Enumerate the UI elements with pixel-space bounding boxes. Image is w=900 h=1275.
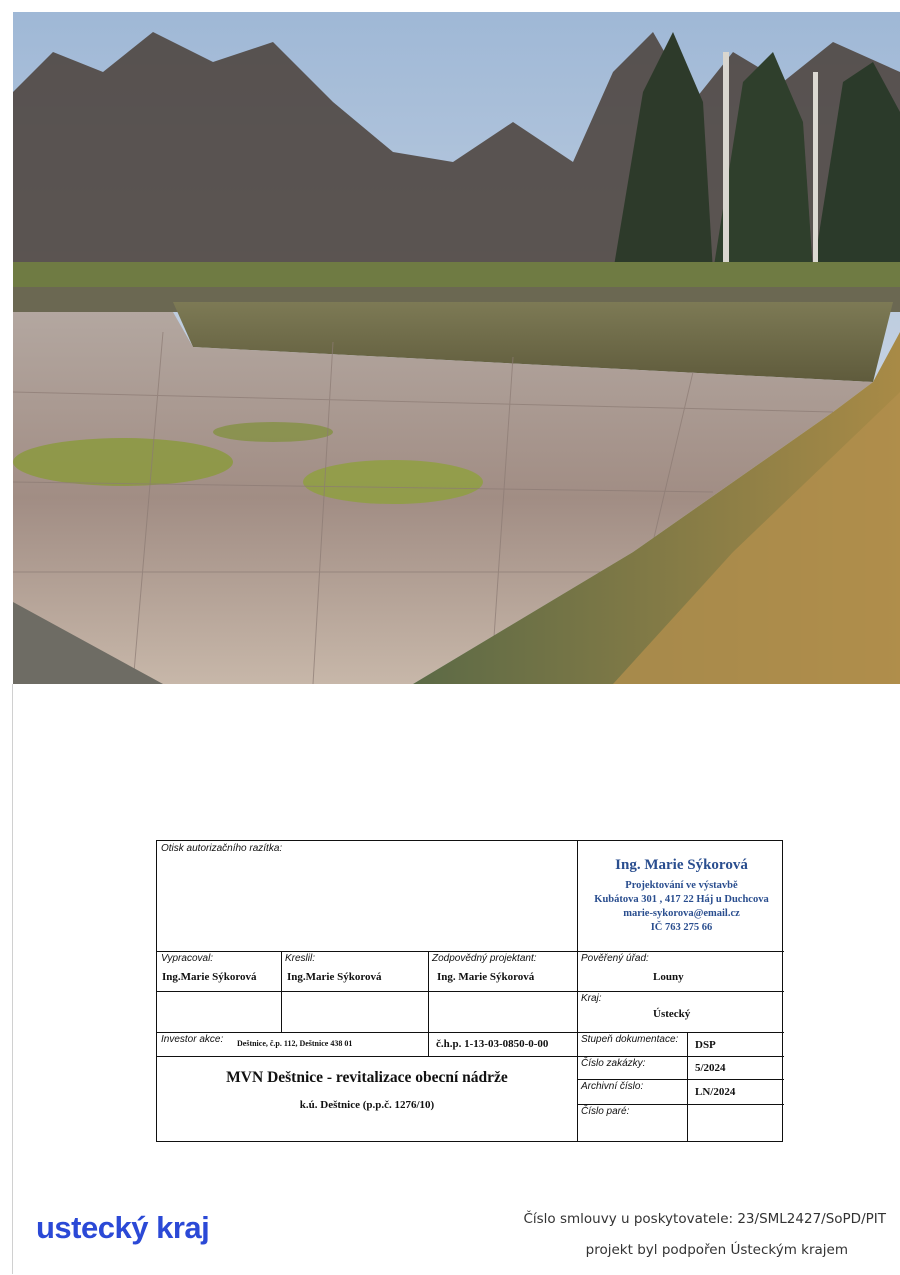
pare-caption: Číslo paré: — [581, 1106, 630, 1117]
company-line1: Projektování ve výstavbě — [625, 880, 738, 891]
company-email: marie-sykorova@email.cz — [623, 908, 740, 919]
zakazka-value: 5/2024 — [695, 1062, 726, 1074]
stupen-value: DSP — [695, 1039, 716, 1051]
investor-value: Deštnice, č.p. 112, Deštnice 438 01 — [237, 1039, 353, 1048]
ustecky-kraj-logo: ustecký kraj — [36, 1210, 210, 1245]
company-info — [579, 841, 784, 951]
contract-number: Číslo smlouvy u poskytovatele: 23/SML2427/SoPD/PIT — [523, 1211, 886, 1227]
kraj-caption: Kraj: — [581, 993, 602, 1004]
project-title: MVN Deštnice - revitalizace obecní nádrže — [226, 1069, 508, 1086]
urad-caption: Pověřený úřad: — [581, 953, 649, 964]
reservoir-photo — [13, 12, 900, 684]
kreslil-caption: Kreslil: — [285, 953, 316, 964]
company-address: Kubátova 301 , 417 22 Háj u Duchcova — [594, 894, 769, 905]
kreslil-value: Ing.Marie Sýkorová — [287, 971, 382, 983]
support-note: projekt byl podpořen Ústeckým krajem — [585, 1242, 848, 1258]
zakazka-caption: Číslo zakázky: — [581, 1058, 646, 1069]
stupen-caption: Stupeň dokumentace: — [581, 1034, 679, 1045]
kraj-value: Ústecký — [653, 1008, 691, 1020]
company-ic: IČ 763 275 66 — [650, 922, 713, 933]
zodpovedny-caption: Zodpovědný projektant: — [432, 953, 537, 964]
archivni-value: LN/2024 — [695, 1086, 736, 1098]
chp-value: č.h.p. 1-13-03-0850-0-00 — [436, 1038, 549, 1050]
page-edge-line — [12, 684, 13, 1274]
vypracoval-caption: Vypracoval: — [161, 953, 214, 964]
company-name: Ing. Marie Sýkorová — [615, 857, 748, 873]
title-block — [156, 840, 783, 1142]
investor-caption: Investor akce: — [161, 1034, 224, 1045]
vypracoval-value: Ing.Marie Sýkorová — [162, 971, 257, 983]
archivni-caption: Archivní číslo: — [581, 1081, 644, 1092]
project-subtitle: k.ú. Deštnice (p.p.č. 1276/10) — [299, 1099, 435, 1111]
urad-value: Louny — [653, 971, 684, 983]
stamp-caption: Otisk autorizačního razítka: — [161, 843, 283, 854]
zodpovedny-value: Ing. Marie Sýkorová — [437, 971, 535, 983]
